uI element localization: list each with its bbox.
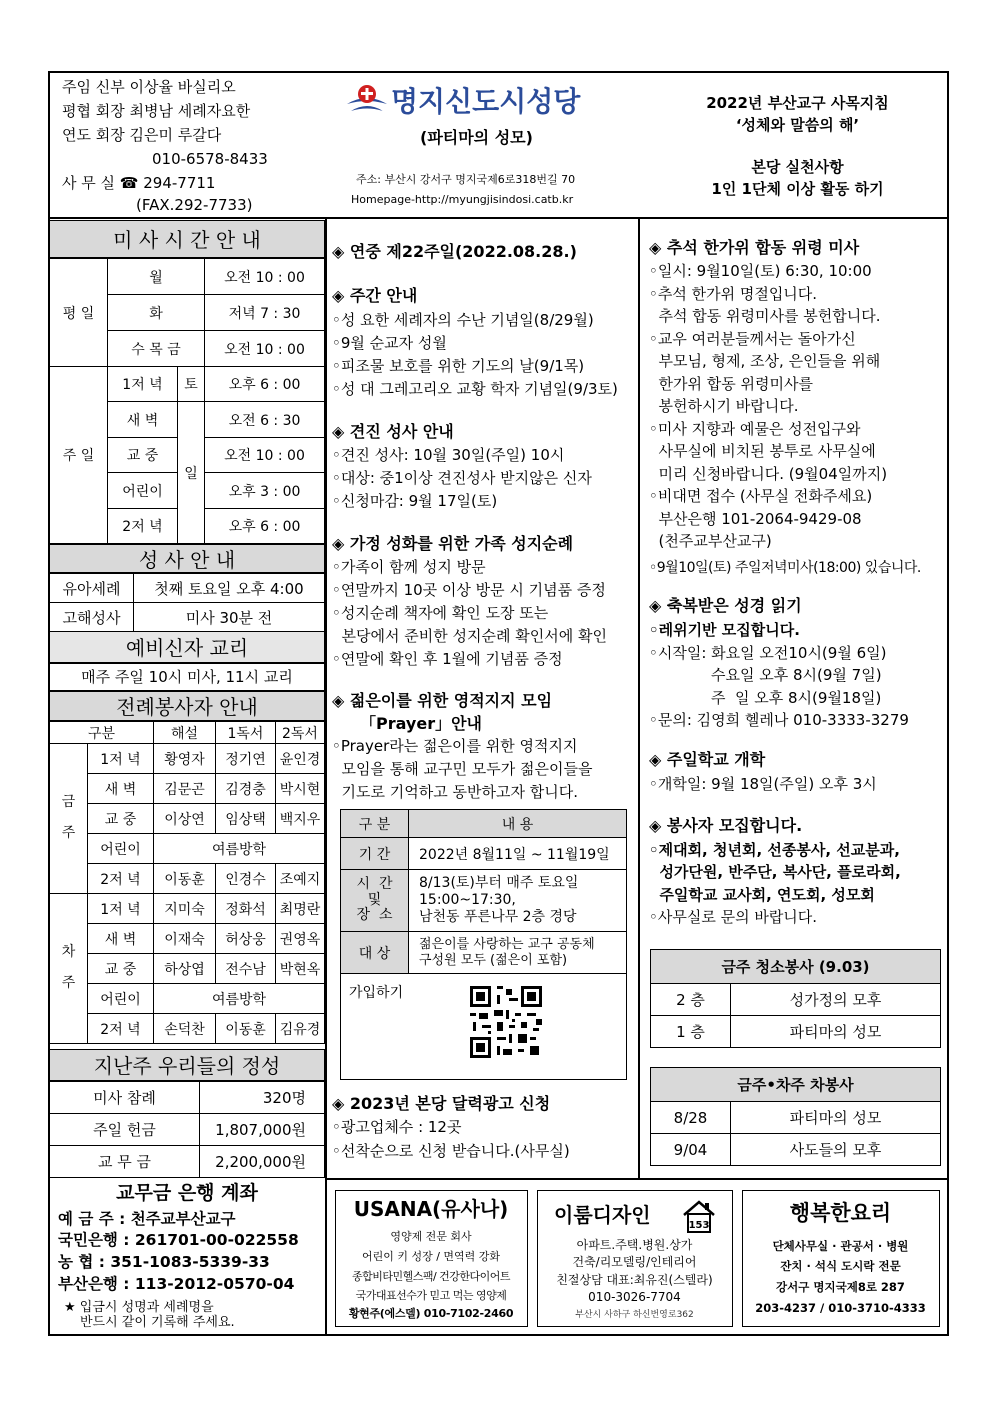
pilgrimage-item: ◦성지순례 책자에 확인 도장 또는 <box>332 604 549 622</box>
mass-day: 수 목 금 <box>108 331 205 367</box>
cleaning-floor: 2 층 <box>651 984 731 1016</box>
minister-name: 최명란 <box>275 894 324 924</box>
volunteer-item: ◦사무실로 문의 바랍니다. <box>649 908 818 926</box>
liturgy-row <box>50 744 325 774</box>
offering-value: 1,807,000원 <box>200 1114 325 1146</box>
confirmation-item: ◦견진 성사: 10월 30일(주일) 10시 <box>332 446 565 464</box>
weekly-item: ◦성 대 그레고리오 교황 학자 기념일(9/3토) <box>332 380 618 398</box>
mass-time: 오후 3 : 00 <box>205 473 325 509</box>
mass-slot: 1저 녁 <box>108 367 178 402</box>
offering-value: 320명 <box>200 1082 325 1114</box>
row-label: 대 상 <box>341 932 409 974</box>
row-value: 8/13(토)부터 매주 토요일 15:00~17:30, 남천동 푸른나무 2층 경당 <box>409 870 627 932</box>
chuseok-item: 사무실에 비치된 봉투로 사무실에 <box>649 442 876 460</box>
offering-table <box>49 1081 325 1178</box>
weekday-label: 평 일 <box>50 259 108 367</box>
header-divider <box>48 217 949 219</box>
confirmation-item: ◦신청마감: 9월 17일(토) <box>332 492 498 510</box>
tea-date: 9/04 <box>651 1134 731 1166</box>
practice-text: 1인 1단체 이상 활동 하기 <box>711 180 884 198</box>
bank-row: 국민은행 : 261701-00-022558 <box>58 1231 299 1249</box>
liturgy-row <box>50 834 325 864</box>
weekly-item: ◦9월 순교자 성월 <box>332 334 447 352</box>
minister-name: 인경수 <box>215 864 275 894</box>
pilgrimage-title: ◈ 가정 성화를 위한 가족 성지순례 <box>332 534 574 553</box>
chuseok-item: 부산은행 101-2064-9429-08 <box>649 510 862 528</box>
liturgy-row <box>50 774 325 804</box>
offering-label: 주일 헌금 <box>50 1114 200 1146</box>
confirmation-title: ◈ 견진 성사 안내 <box>332 422 454 441</box>
mass-slot: 새 벽 <box>108 402 178 438</box>
bank-note-1: ★ 입금시 성명과 세례명을 <box>64 1300 214 1315</box>
minister-name: 전수남 <box>215 954 275 984</box>
slot-label: 어린이 <box>88 834 154 864</box>
ad-usana <box>335 1190 528 1327</box>
mass-time: 오후 6 : 00 <box>205 367 325 402</box>
ad-irum <box>537 1190 733 1327</box>
church-address: 주소: 부산시 강서구 명지국제6로318번길 70 <box>356 173 576 186</box>
office-fax: (FAX.292-7733) <box>136 196 253 214</box>
ad-line: 단체사무실 · 관공서 · 병원 <box>772 1239 909 1253</box>
pastoral-guideline: 2022년 부산교구 사목지침 <box>706 94 889 112</box>
cleaning-table <box>650 949 941 1048</box>
church-homepage[interactable]: Homepage-http://myungjisindosi.catb.kr <box>351 193 574 206</box>
cleaning-group: 성가정의 모후 <box>731 984 941 1016</box>
minister-name: 박시현 <box>275 774 324 804</box>
prayer-item: ◦Prayer라는 젊은이를 위한 영적지지 <box>332 737 578 755</box>
bible-item: ◦시작일: 화요일 오전10시(9월 6일) <box>649 644 887 662</box>
col-header: 구분 <box>50 722 154 744</box>
minister-name: 김경충 <box>215 774 275 804</box>
bible-item: ◦레위기반 모집합니다. <box>649 621 800 639</box>
prayer-title: ◈ 젊은이를 위한 영적지지 모임 <box>332 691 553 710</box>
col-header: 2독서 <box>275 722 324 744</box>
liturgy-title: 전례봉사자 안내 <box>49 691 325 721</box>
ad-line: 영양제 전문 회사 <box>390 1230 472 1243</box>
tea-group: 파티마의 성모 <box>731 1102 941 1134</box>
minister-name: 손덕찬 <box>153 1014 215 1044</box>
col-header: 해설 <box>153 722 215 744</box>
col-header: 1독서 <box>215 722 275 744</box>
mass-day: 월 <box>108 259 205 295</box>
mass-day: 화 <box>108 295 205 331</box>
minister-name: 정기연 <box>215 744 275 774</box>
liturgy-table <box>49 721 325 1044</box>
ad-title: 이룸디자인 <box>554 1203 651 1227</box>
cleaning-title: 금주 청소봉사 (9.03) <box>651 950 941 984</box>
mass-slot: 2저 녁 <box>108 509 178 544</box>
bank-row: 부산은행 : 113-2012-0570-04 <box>58 1275 295 1293</box>
sacrament-time: 첫째 토요일 오후 4:00 <box>134 574 325 603</box>
minister-name: 조예지 <box>275 864 324 894</box>
ad-line: 잔치 · 석식 도시락 전문 <box>780 1259 901 1273</box>
ad-badge: 153 <box>688 1220 710 1231</box>
sunday-label: 주 일 <box>50 367 108 544</box>
ad-line: 010-3026-7704 <box>588 1290 681 1304</box>
minister-name: 지미숙 <box>153 894 215 924</box>
minister-name: 임상택 <box>215 804 275 834</box>
mass-time: 오전 10 : 00 <box>205 259 325 295</box>
offering-title: 지난주 우리들의 정성 <box>49 1049 325 1081</box>
liturgy-row <box>50 984 325 1014</box>
bank-row: 예 금 주 : 천주교부산교구 <box>58 1210 236 1228</box>
minister-name: 정화석 <box>215 894 275 924</box>
qr-code-icon[interactable] <box>467 983 545 1061</box>
week-label: 차 주 <box>50 894 88 1044</box>
slot-label: 교 중 <box>88 804 154 834</box>
minister-name: 이재숙 <box>153 924 215 954</box>
sacrament-name: 유아세례 <box>50 574 134 603</box>
column-divider-2 <box>638 217 640 1179</box>
pilgrimage-item: ◦연말까지 10곳 이상 방문 시 기념품 증정 <box>332 581 606 599</box>
yeondo-line: 연도 회장 김은미 루갈다 <box>62 126 222 144</box>
ad-line: 아파트.주택.병원.상가 <box>576 1238 693 1252</box>
chuseok-item: ◦9월10일(토) 주일저녁미사(18:00) 있습니다. <box>649 560 921 576</box>
sacrament-time: 미사 30분 전 <box>134 603 325 632</box>
sunday-school-item: ◦개학일: 9월 18일(주일) 오후 3시 <box>649 775 877 793</box>
ad-line: 어린이 키 성장 / 면역력 강화 <box>361 1250 501 1263</box>
ad-line: 종합비타민헬스팩/ 건강한다이어트 <box>351 1270 511 1283</box>
col-header: 내 용 <box>409 810 627 838</box>
row-label: 시 간 및 장 소 <box>341 870 409 932</box>
minister-name: 여름방학 <box>153 984 324 1014</box>
calendar-ad-item: ◦광고업체수 : 12곳 <box>332 1118 462 1136</box>
tea-title: 금주•차주 차봉사 <box>651 1068 941 1102</box>
pastor-line: 주임 신부 이상율 바실리오 <box>62 78 236 96</box>
chuseok-title: ◈ 추석 한가위 합동 위령 미사 <box>649 238 860 257</box>
liturgy-row <box>50 924 325 954</box>
yeondo-phone: 010-6578-8433 <box>152 150 268 168</box>
chuseok-item: ◦미사 지향과 예물은 성전입구와 <box>649 420 861 438</box>
ad-happy-cook <box>742 1190 940 1327</box>
slot-label: 1저 녁 <box>88 894 154 924</box>
liturgy-row <box>50 1014 325 1044</box>
mass-time-table <box>49 258 325 544</box>
sunday-mark: 일 <box>178 402 205 544</box>
pilgrimage-item: ◦가족이 함께 성지 방문 <box>332 558 486 576</box>
liturgy-row <box>50 804 325 834</box>
minister-name: 김문곤 <box>153 774 215 804</box>
sunday-school-title: ◈ 주일학교 개학 <box>649 750 766 769</box>
office-phone: 사 무 실 ☎ 294-7711 <box>62 174 216 192</box>
minister-name: 백지우 <box>275 804 324 834</box>
mass-time: 오전 6 : 30 <box>205 402 325 438</box>
minister-name: 황영자 <box>153 744 215 774</box>
ad-line: 국가대표선수가 믿고 먹는 영양제 <box>355 1289 507 1302</box>
ad-line: 부산시 사하구 하신번영로362 <box>575 1310 694 1320</box>
offering-value: 2,200,000원 <box>200 1146 325 1178</box>
volunteer-item: 주일학교 교사회, 연도회, 성모회 <box>649 886 875 904</box>
church-subtitle: (파티마의 성모) <box>420 128 533 147</box>
ad-line: 203-4237 / 010-3710-4333 <box>755 1301 926 1315</box>
slot-label: 교 중 <box>88 954 154 984</box>
weekly-title: ◈ 주간 안내 <box>332 286 418 305</box>
bank-note-2: 반드시 같이 기록해 주세요. <box>80 1315 235 1330</box>
slot-label: 새 벽 <box>88 924 154 954</box>
sunday-title: ◈ 연중 제22주일(2022.08.28.) <box>332 242 577 261</box>
council-line: 평협 회장 최병남 세례자요한 <box>62 102 251 120</box>
cleaning-group: 파티마의 성모 <box>731 1016 941 1048</box>
tea-table <box>650 1067 941 1166</box>
church-logo-icon <box>345 84 389 120</box>
chuseok-item: 추석 합동 위령미사를 봉헌합니다. <box>649 307 881 325</box>
minister-name: 여름방학 <box>153 834 324 864</box>
row-value: 젊은이를 사랑하는 교구 공동체 구성원 모두 (젊은이 포함) <box>409 932 627 974</box>
minister-name: 이동훈 <box>153 864 215 894</box>
liturgy-row <box>50 954 325 984</box>
sacrament-title: 성 사 안 내 <box>49 544 325 573</box>
mass-time: 저녁 7 : 30 <box>205 295 325 331</box>
mass-time: 오전 10 : 00 <box>205 331 325 367</box>
bank-row: 농 협 : 351-1083-5339-33 <box>58 1253 270 1271</box>
confirmation-item: ◦대상: 중1이상 견진성사 받지않은 신자 <box>332 469 592 487</box>
calendar-ad-item: ◦선착순으로 신청 받습니다.(사무실) <box>332 1142 570 1160</box>
mass-time: 오전 10 : 00 <box>205 438 325 473</box>
tea-group: 사도들의 모후 <box>731 1134 941 1166</box>
pastoral-theme: ‘성체와 말씀의 해’ <box>735 116 860 134</box>
row-value: 2022년 8월11일 ~ 11월19일 <box>409 838 627 870</box>
minister-name: 박현옥 <box>275 954 324 984</box>
mass-time-title: 미 사 시 간 안 내 <box>49 220 325 258</box>
calendar-ad-title: ◈ 2023년 본당 달력광고 신청 <box>332 1094 551 1113</box>
minister-name: 허상웅 <box>215 924 275 954</box>
minister-name: 윤인경 <box>275 744 324 774</box>
minister-name: 권영옥 <box>275 924 324 954</box>
slot-label: 2저 녁 <box>88 864 154 894</box>
offering-label: 미사 참례 <box>50 1082 200 1114</box>
bible-item: ◦문의: 김영희 헬레나 010-3333-3279 <box>649 711 909 729</box>
chuseok-item: ◦비대면 접수 (사무실 전화주세요) <box>649 487 873 505</box>
ad-line: 건축/리모델링/인테리어 <box>572 1255 697 1269</box>
chuseok-item: 봉헌하시기 바랍니다. <box>649 397 799 415</box>
offering-label: 교 무 금 <box>50 1146 200 1178</box>
mass-slot: 교 중 <box>108 438 178 473</box>
pilgrimage-item: ◦연말에 확인 후 1월에 기념품 증정 <box>332 650 563 668</box>
chuseok-item: 부모님, 형제, 조상, 은인들을 위해 <box>649 352 881 370</box>
ad-line: 친절상담 대표:최유진(스텔라) <box>556 1273 713 1287</box>
catechumen-text: 매주 주일 10시 미사, 11시 교리 <box>49 663 325 691</box>
minister-name: 김유경 <box>275 1014 324 1044</box>
catechumen-title: 예비신자 교리 <box>49 631 325 663</box>
minister-name: 하상엽 <box>153 954 215 984</box>
weekly-item: ◦피조물 보호를 위한 기도의 날(9/1목) <box>332 357 585 375</box>
week-label: 금 주 <box>50 744 88 894</box>
liturgy-row <box>50 864 325 894</box>
chuseok-item: ◦추석 한가위 명절입니다. <box>649 285 818 303</box>
prayer-subtitle: 「Prayer」안내 <box>360 714 483 733</box>
mass-slot: 어린이 <box>108 473 178 509</box>
prayer-item: 기도로 기억하고 동반하고자 합니다. <box>332 783 578 801</box>
sacrament-name: 고해성사 <box>50 603 134 632</box>
liturgy-row <box>50 894 325 924</box>
slot-label: 1저 녁 <box>88 744 154 774</box>
chuseok-item: 미리 신청바랍니다. (9월04일까지) <box>649 465 888 483</box>
pilgrimage-item: 본당에서 준비한 성지순례 확인서에 확인 <box>332 627 607 645</box>
ad-line: 강서구 명지국제8로 287 <box>776 1280 905 1294</box>
mass-time: 오후 6 : 00 <box>205 509 325 544</box>
tea-date: 8/28 <box>651 1102 731 1134</box>
ad-title: USANA(유사나) <box>353 1197 509 1221</box>
slot-label: 2저 녁 <box>88 1014 154 1044</box>
chuseok-item: (천주교부산교구) <box>649 532 772 550</box>
ad-line: 황현주(에스델) 010-7102-2460 <box>348 1307 514 1320</box>
col-header: 구 분 <box>341 810 409 838</box>
join-label: 가입하기 <box>341 974 627 1080</box>
row-label: 기 간 <box>341 838 409 870</box>
minister-name: 이상연 <box>153 804 215 834</box>
prayer-item: 모임을 통해 교구민 모두가 젊은이들을 <box>332 760 593 778</box>
sacrament-table <box>49 573 325 632</box>
volunteer-item: 성가단원, 반주단, 복사단, 플로라회, <box>649 863 901 881</box>
bank-title: 교무금 은행 계좌 <box>116 1182 258 1204</box>
cleaning-floor: 1 층 <box>651 1016 731 1048</box>
ads-divider <box>325 1178 949 1180</box>
slot-label: 어린이 <box>88 984 154 1014</box>
practice-title: 본당 실천사항 <box>751 158 844 176</box>
chuseok-item: 한가위 합동 위령미사를 <box>649 375 813 393</box>
ad-title: 행복한요리 <box>789 1201 892 1225</box>
church-name: 명지신도시성당 <box>391 85 581 118</box>
bible-item: 주 일 오후 8시(9월18일) <box>649 689 882 707</box>
chuseok-item: ◦일시: 9월10일(토) 6:30, 10:00 <box>649 262 872 280</box>
bible-item: 수요일 오후 8시(9월 7일) <box>649 666 882 684</box>
saturday-mark: 토 <box>178 367 205 402</box>
chuseok-item: ◦교우 여러분들께서는 돌아가신 <box>649 330 856 348</box>
minister-name: 이동훈 <box>215 1014 275 1044</box>
weekly-item: ◦성 요한 세례자의 수난 기념일(8/29월) <box>332 311 594 329</box>
column-divider-1 <box>325 217 327 1336</box>
slot-label: 새 벽 <box>88 774 154 804</box>
bible-title: ◈ 축복받은 성경 읽기 <box>649 596 802 615</box>
volunteer-item: ◦제대회, 청년회, 선종봉사, 선교분과, <box>649 841 900 859</box>
volunteer-title: ◈ 봉사자 모집합니다. <box>649 816 803 835</box>
